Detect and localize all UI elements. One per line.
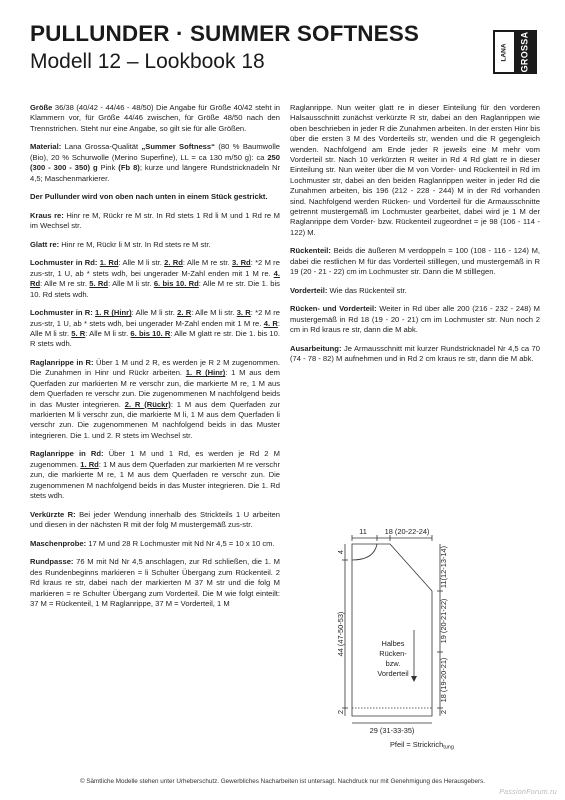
dim-left-height: 44 (47-50-53) — [336, 611, 345, 657]
dim-left-top: 4 — [336, 549, 345, 555]
schematic-diagram — [330, 527, 490, 760]
section-maschenprobe: Maschenprobe: 17 M und 28 R Lochmuster mit Nd Nr 4,5 = 10 x 10 cm. — [30, 538, 275, 548]
dim-top-neck: 11 — [359, 527, 367, 536]
section-rueckenteil: Rückenteil: Beids die äußeren M verdoppeln = 100 (108 - 116 - 124) M, dabei die restlichen M für das Vorderteil stilllegen, und mustergemäß in R 19 (20 - 21 - 22) cm im Lochmuster str. Dann die M stilllegen. — [290, 246, 540, 277]
garment-outline — [352, 544, 432, 716]
watermark: PassionForum.ru — [499, 789, 557, 796]
section-vorderteil: Vorderteil: Wie das Rückenteil str. — [290, 285, 407, 295]
copyright-notice: © Sämtliche Modelle stehen unter Urheberschutz. Gewerbliches Nacharbeiten ist untersagt. Nachdruck nur mit Genehmigung des Herausgebers. — [79, 778, 486, 785]
dim-right-low: 18 (19-20-21) — [439, 657, 448, 703]
center-label-2: Rücken- — [379, 649, 407, 658]
section-kraus: Kraus re: Hinr re M, Rückr re M str. In Rd stets 1 Rd li M und 1 Rd re M im Wechsel str. — [30, 210, 280, 231]
section-material: Material: Lana Grossa-Qualität „Summer Softness“ (80 % Baumwolle (Bio), 20 % Schurwolle (Merino Superfine), LL = ca 130 m/50 g): ca 250 (300 - 300 - 350) g Pink (Fb 8); kurze und längere Rundstricknadeln Nr 4,5; Maschenmarkierer. — [30, 142, 281, 183]
dim-left-bottom: 2 — [336, 709, 345, 715]
svg-text:Pfeil = Strickrichtung — [390, 740, 454, 751]
dim-bottom-width: 29 (31-33-35) — [369, 726, 415, 735]
center-label-1: Halbes — [381, 639, 405, 648]
dim-right-bottom: 2 — [439, 709, 448, 715]
dim-top-shoulder: 18 (20-22-24) — [384, 527, 430, 536]
logo-lana-text: LANA — [500, 42, 508, 62]
section-glatt: Glatt re: Hinr re M, Rückr li M str. In Rd stets re M str. — [30, 239, 211, 249]
dim-right-top: 11(12-13-14) — [439, 545, 448, 589]
dim-right-mid: 19 (20-21-22) — [439, 598, 448, 644]
lana-grossa-logo — [493, 30, 537, 74]
section-groesse: Größe 36/38 (40/42 - 44/46 - 48/50) Die Angabe für Größe 40/42 steht in Klammern vor, für Größe 44/46 zwischen, für Größe 48/50 nach den Trennstrichen. Steht nur eine Angabe, so gilt sie für alle Größen. — [30, 103, 280, 133]
section-ruecken-und-vorderteil: Rücken- und Vorderteil: Weiter in Rd über alle 200 (216 - 232 - 248) M mustergemäß in Rd 18 (19 - 20 - 21) cm im Lochmuster str. Nun noch 2 cm in Rd kraus re str, dann die M abk. — [290, 304, 540, 335]
page-subtitle: Modell 12 – Lookbook 18 — [30, 50, 265, 73]
section-ausarbeitung: Ausarbeitung: Je Armausschnitt mit kurzer Rundstricknadel Nr 4,5 ca 70 (74 - 78 - 82) M aufnehmen und in Rd 2 cm kraus re str, dann die M abk. — [290, 343, 540, 364]
center-label-3: bzw. — [385, 659, 401, 668]
section-verkuerzte-r: Verkürzte R: Bei jeder Wendung innerhalb des Strickteils 1 U arbeiten und diesen in der nächsten R mit der folg M mustergemäß zus-str. — [30, 509, 280, 530]
section-rundpasse-continued: Raglanrippe. Nun weiter glatt re in dieser Einteilung für den vorderen Halsausschnitt zunächst verkürzte R str, dabei an den Raglanrippen wie oben beschrieben in jeder R die Zunahmen arbeiten. In der ersten Hinr bis über die ersten 3 M des Vorderteils str, wenden und die R gegengleich wenden. Nachfolgend am Ende jeder R jeweils eine M mehr vom Vorderteil str. Nach 10 verkürzten R weiter in Rd 4 Rd glatt re in dieser Einteilung str. Nun weiter über die M von Vorder- und Rückenteil in Rd im Lochmuster str, dabei an den beiden Raglanrippen weiter in jeder Rd die Zunahmen arbeiten, bis 196 (212 - 228 - 244) M in der Rd vorhanden sind. Nachfolgend werden Rücken- und Vorderteil für die Armausschnitte getrennt mustergemäß im Lochmuster gearbeitet, dabei wird je 1 M der Raglanrippe dem Vorder- bzw. Rückenteil zugeordnet = je 98 (106 - 114 - 122) M. — [290, 103, 540, 237]
arrow-legend-end: tung — [443, 744, 454, 751]
section-rundpasse: Rundpasse: 76 M mit Nd Nr 4,5 anschlagen, zur Rd schließen, die 1. M des Rundenbeginns markieren = li Schulter Übergang zum Rückenteil. 2 Rd kraus re str, dabei nach der markierten M 37 M str und die folg M markieren = re Schulter Übergang zum Vorderteil. Die M wie folgt einteilt: 37 M = Rückenteil, 1 M Raglanrippe, 37 M = Vorderteil, 1 M — [30, 557, 280, 608]
page-title: PULLUNDER · SUMMER SOFTNESS — [30, 21, 419, 46]
section-lochmuster-r: Lochmuster in R: 1. R (Hinr): Alle M li str. 2. R: Alle M li str. 3. R: *2 M re zus-str, 1 U, ab * stets wdh, bei ungerader M-Zahl enden mit 1 M re. 4. R: Alle M li str. 5. R: Alle M li str. 6. bis 10. R: Alle M glatt re str. Die 1. bis 10. R stets wdh. — [30, 308, 280, 349]
neckline-curve — [352, 544, 377, 560]
section-lochmuster-rd: Lochmuster in Rd: 1. Rd: Alle M li str. 2. Rd: Alle M re str. 3. Rd: *2 M re zus-str, 1 U, ab * stets wdh, bei ungerader M-Zahl enden mit 1 M re. 4. Rd: Alle M re str. 5. Rd: Alle M li str. 6. bis 10. Rd: Alle M re str. Die 1. bis 10. Rd stets wdh. — [30, 258, 280, 299]
arrow-head — [411, 676, 417, 682]
left-column — [30, 103, 280, 618]
section-raglanrippe-r: Raglanrippe in R: Über 1 M und 2 R, es werden je R 2 M zugenommen. Die Zunahmen in Hinr und Rückr arbeiten. 1. R (Hinr): 1 M aus dem Querfaden zur markierten M re verschr zun, die markierte M re, 1 M aus dem Querfaden re verschr zun. Die zugenommenen M nachfolgend beids in das Muster integrieren. 2. R (Rückr): 1 M aus dem Querfaden zur markierten M li verschr zun, die markierte M li, 1 M aus dem Querfaden li verschr zun. Die zugenommenen M nachfolgend beids in das Muster integrieren. Die 1. und 2. R stets im Wechsel str. — [30, 358, 280, 440]
right-column — [290, 103, 540, 373]
arrow-legend: Pfeil = Strickrich — [390, 740, 444, 749]
logo-grossa-text: GROSSA — [519, 31, 530, 73]
section-raglanrippe-rd: Raglanrippe in Rd: Über 1 M und 1 Rd, es werden je Rd 2 M zugenommen. 1. Rd: 1 M aus dem Querfaden zur markierten M re verschr zun, die markierte M re, 1 M aus dem Querfaden re verschr zun. Die zugenommenen M nachfolgend beids in das Muster integrieren. Die 1. Rd stets wdh. — [30, 449, 280, 501]
section-note: Der Pullunder wird von oben nach unten in einem Stück gestrickt. — [30, 192, 268, 202]
center-label-4: Vorderteil — [377, 669, 409, 678]
